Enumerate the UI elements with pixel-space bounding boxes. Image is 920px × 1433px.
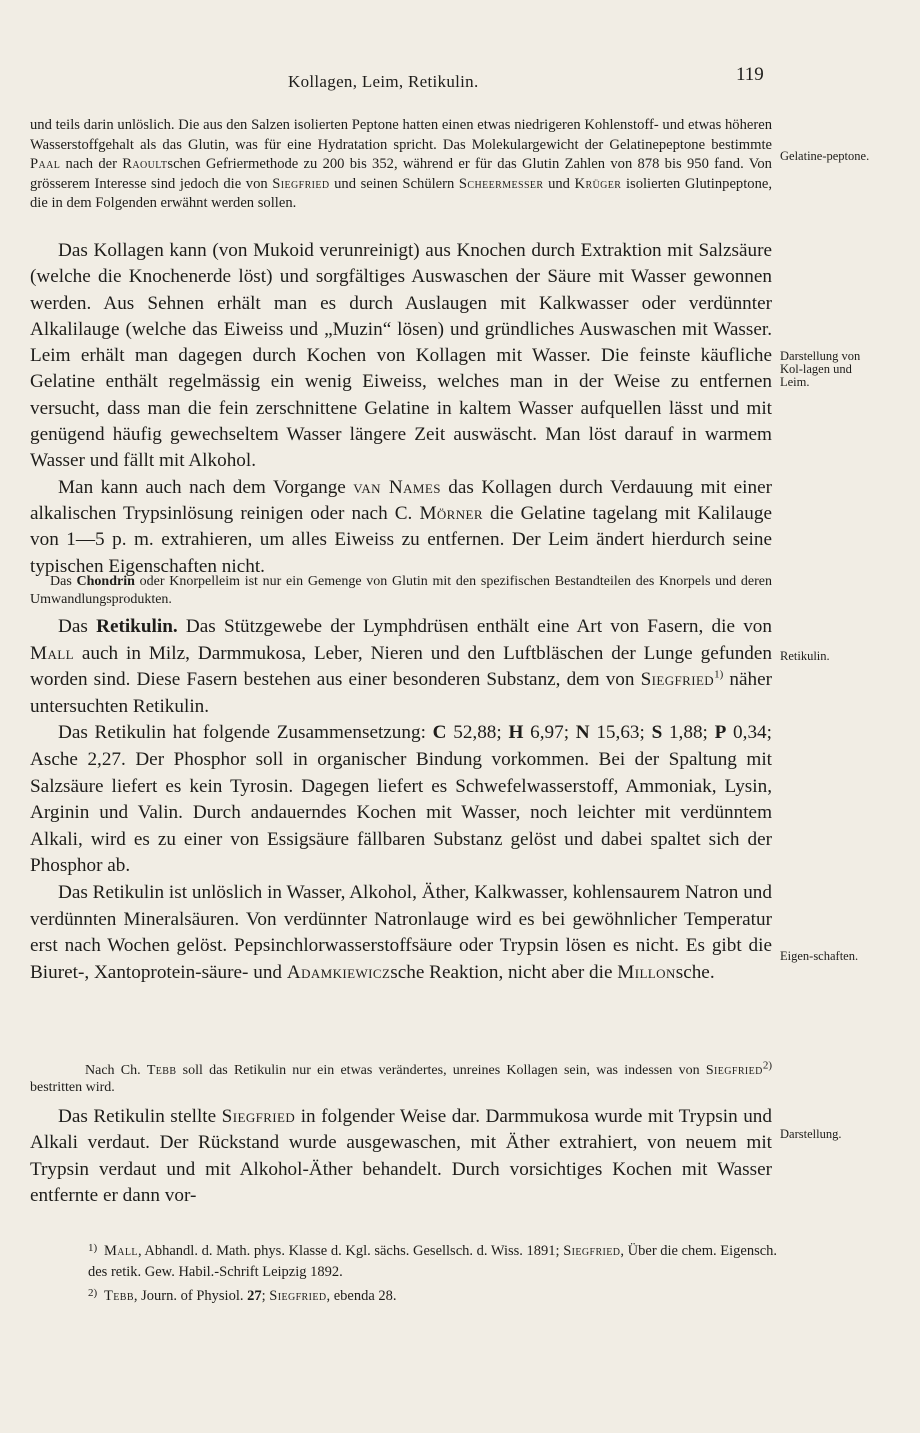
footnote-ref-1: 1) <box>714 668 724 681</box>
page-number: 119 <box>736 64 764 85</box>
margin-note-gelatine-peptone: Gelatine-peptone. <box>780 149 870 163</box>
darstellung-paragraph: Das Retikulin stellte Siegfried in folgender Weise dar. Darmmukosa wurde mit Trypsin und Alkali verdaut. Der Rückstand wurde ausgewaschen, mit Äther extrahiert, von neuem mit Trypsin verdaut und mit Alkohol-Äther behandelt. Durch vorsichtiges Kochen mit Wasser entfernte er dann vor- <box>30 1106 772 1206</box>
footnote-2: 2) Tebb, Journ. of Physiol. 27; Siegfried, ebenda 28. <box>88 1287 397 1304</box>
intro-paragraph <box>30 116 772 214</box>
kollagen-paragraph-1: Das Kollagen kann (von Mukoid verunreinigt) aus Knochen durch Extraktion mit Salzsäure (welche die Knochenerde löst) und sorgfältiges Auswaschen der Säure mit Wasser gewonnen werden. Aus Sehnen erhält man es durch Auslaugen mit Kalkwasser oder verdünnter Alkalilauge (welche das Eiweiss und „Muzin“ lösen) und gründliches Auswaschen mit Wasser. Leim erhält man dagegen durch Kochen von Kollagen mit Wasser. Die feinste käufliche Gelatine enthält regelmässig ein wenig Eiweiss, welches man in der Weise zu entfernen versucht, dass man die fein zerschnittene Gelatine in kaltem Wasser aufquellen lässt und mit genügend häufig gewechseltem Wasser längere Zeit auswäscht. Man löst darauf in warmem Wasser und fällt mit Alkohol. <box>30 240 772 472</box>
intro-text: und teils darin unlöslich. Die aus den Salzen isolierten Peptone hatten einen etwas niedrigeren Kohlenstoff- und etwas höheren Wasserstoffgehalt als das Glutin, was für eine Hydratation spricht. Das Molekulargewicht der Gelatinepeptone bestimmte Paal nach der Raoultschen Gefriermethode zu 200 bis 352, während er für das Glutin Zahlen von 878 bis 950 fand. Von grösserem Interesse sind jedoch die von Siegfried und seinen Schülern Scheermesser und Krüger isolierten Glutinpeptone, die in dem Folgenden erwähnt werden sollen. <box>30 117 772 211</box>
darstellung-section <box>30 1104 772 1209</box>
footnote-ref-2: 2) <box>762 1059 772 1072</box>
retikulin-paragraph-1: Das Retikulin. Das Stützgewebe der Lymphdrüsen enthält eine Art von Fasern, die von Mall auch in Milz, Darmmukosa, Leber, Nieren und den Luftbläschen der Lunge gefunden worden sind. Diese Fasern bestehen aus einer besonderen Substanz, dem von Siegfried$^{1)}$ näher untersuchten Retikulin. <box>30 616 772 717</box>
kollagen-paragraph-2: Man kann auch nach dem Vorgange van Names das Kollagen durch Verdauung mit einer alkalischen Trypsinlösung reinigen oder nach C. Mörner die Gelatine tagelang mit Kalilauge von 1—5 p. m. extrahieren, um alles Eiweiss zu entfernen. Der Leim ändert hierdurch seine typischen Eigenschaften nicht. <box>30 476 772 577</box>
margin-note-retikulin: Retikulin. <box>780 649 830 663</box>
retikulin-composition: Das Retikulin hat folgende Zusammensetzung: C 52,88; H 6,97; N 15,63; S 1,88; P 0,34; Asche 2,27. Der Phosphor soll in organischer Bindung vorkommen. Bei der Spaltung mit Salzsäure liefert es kein Tyrosin. Dagegen liefert es Schwefelwasserstoff, Ammoniak, Lysin, Arginin und Valin. Durch andauerndes Kochen mit Wasser, noch leichter mit verdünntem Alkali, wird es zu einer von Essigsäure fällbaren Substanz gelöst und dabei spaltet sich der Phosphor ab. <box>30 722 772 877</box>
kollagen-section <box>30 238 772 580</box>
retikulin-section <box>30 614 772 986</box>
running-head: Kollagen, Leim, Retikulin. <box>288 72 479 91</box>
margin-note-eigenschaften: Eigen-schaften. <box>780 949 859 963</box>
page-header <box>0 64 920 94</box>
footnote-1: 1) Mall, Abhandl. d. Math. phys. Klasse d. Kgl. sächs. Gesellsch. d. Wiss. 1891; Siegfried, Über die chem. Eigensch. des retik. Gew. Habil.-Schrift Leipzig 1892. <box>88 1242 778 1280</box>
retikulin-paragraph-3: Das Retikulin ist unlöslich in Wasser, Alkohol, Äther, Kalkwasser, kohlensaurem Natron und verdünnten Mineralsäuren. Von verdünnter Natronlauge wird es bei gewöhnlicher Temperatur erst nach Wochen gelöst. Pepsinchlorwasserstoffsäure oder Trypsin lösen es nicht. Es gibt die Biuret-, Xantoprotein-säure- und Adamkiewiczsche Reaktion, nicht aber die Millonsche. <box>30 881 772 983</box>
tebb-note: Nach Ch. Tebb soll das Retikulin nur ein etwas verändertes, unreines Kollagen sein, was indessen von Siegfried$^{2)}$ bestritten wird. <box>30 1059 772 1095</box>
footnotes <box>88 1238 778 1307</box>
margin-note-darstellung: Darstellung. <box>780 1127 842 1141</box>
margin-note-darstellung-kollagen: Darstellung von Kol-lagen und Leim. <box>780 349 861 389</box>
chondrin-note: Das Chondrin oder Knorpelleim ist nur ein Gemenge von Glutin mit den spezifischen Bestandteilen des Knorpels und deren Umwandlungsprodukten. <box>30 574 772 607</box>
